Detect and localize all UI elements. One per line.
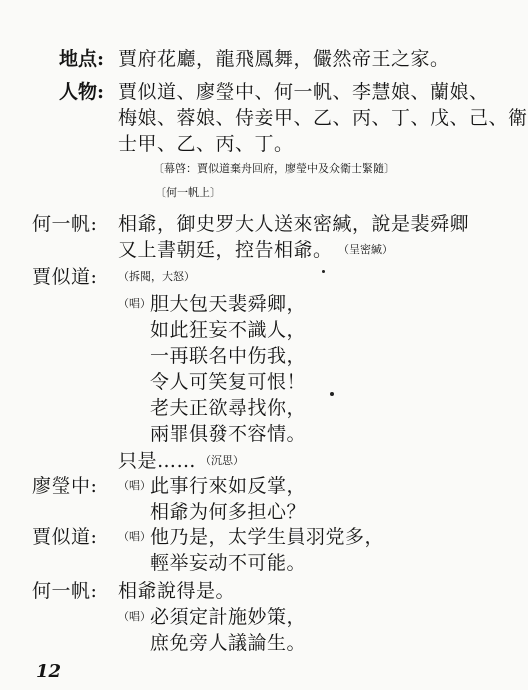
speaker-jia-sidao: 賈似道: bbox=[32, 526, 98, 548]
characters-line-1: 賈似道、廖瑩中、何一帆、李慧娘、蘭娘、 bbox=[118, 81, 489, 103]
place-text: 賈府花廳，龍飛鳳舞，儼然帝王之家。 bbox=[118, 48, 450, 70]
characters-line-3: 士甲、乙、丙、丁。 bbox=[118, 133, 294, 155]
characters-label: 人物: bbox=[59, 81, 105, 103]
dialogue-line: 相爺說得是。 bbox=[118, 580, 236, 602]
speaker-he-yifan: 何一帆: bbox=[32, 580, 98, 602]
verse-line: 必須定計施妙策， bbox=[150, 606, 307, 628]
print-speck bbox=[330, 392, 334, 396]
stage-direction-curtain: 〔幕啓：賈似道棄舟回府，廖瑩中及众衛士緊隨〕 bbox=[153, 162, 395, 175]
sing-marker: （唱） bbox=[118, 297, 151, 310]
speaker-liao-yingzhong: 廖瑩中: bbox=[32, 475, 98, 497]
verse-line: 令人可笑复可恨！ bbox=[150, 371, 307, 393]
sing-marker: （唱） bbox=[118, 530, 151, 543]
verse-line: 如此狂妄不識人， bbox=[150, 319, 307, 341]
action-note: （沉思） bbox=[200, 454, 244, 467]
verse-line: 兩罪俱發不容情。 bbox=[150, 423, 307, 445]
verse-line: 輕举妄动不可能。 bbox=[150, 552, 307, 574]
dialogue-line: 只是…… bbox=[118, 450, 197, 472]
verse-line: 此事行來如反掌， bbox=[150, 475, 307, 497]
verse-line: 他乃是，太学生員羽党多， bbox=[150, 526, 385, 548]
verse-line: 一再联名中伤我， bbox=[150, 345, 307, 367]
dialogue-line: 相爺，御史罗大人送來密緘，說是裴舜卿 bbox=[118, 213, 470, 235]
place-label: 地点: bbox=[59, 48, 105, 70]
characters-line-2: 梅娘、蓉娘、侍妾甲、乙、丙、丁、戊、己、衛 bbox=[118, 107, 528, 129]
verse-line: 相爺为何多担心？ bbox=[150, 501, 307, 523]
dialogue-line: 又上書朝廷，控告相爺。 bbox=[118, 239, 333, 261]
verse-line: 胆大包天裴舜卿， bbox=[150, 293, 307, 315]
print-speck bbox=[322, 270, 325, 273]
verse-line: 老夫正欲尋找你， bbox=[150, 397, 307, 419]
page-number: 12 bbox=[36, 661, 62, 682]
sing-marker: （唱） bbox=[118, 610, 151, 623]
speaker-jia-sidao: 賈似道: bbox=[32, 266, 98, 288]
action-note: （拆閱，大怒） bbox=[118, 270, 195, 283]
speaker-he-yifan: 何一帆: bbox=[32, 213, 98, 235]
stage-direction-enter: 〔何一帆上〕 bbox=[155, 186, 221, 199]
verse-line: 庶免旁人議論生。 bbox=[150, 632, 307, 654]
action-note: （呈密緘） bbox=[338, 243, 393, 256]
sing-marker: （唱） bbox=[118, 479, 151, 492]
